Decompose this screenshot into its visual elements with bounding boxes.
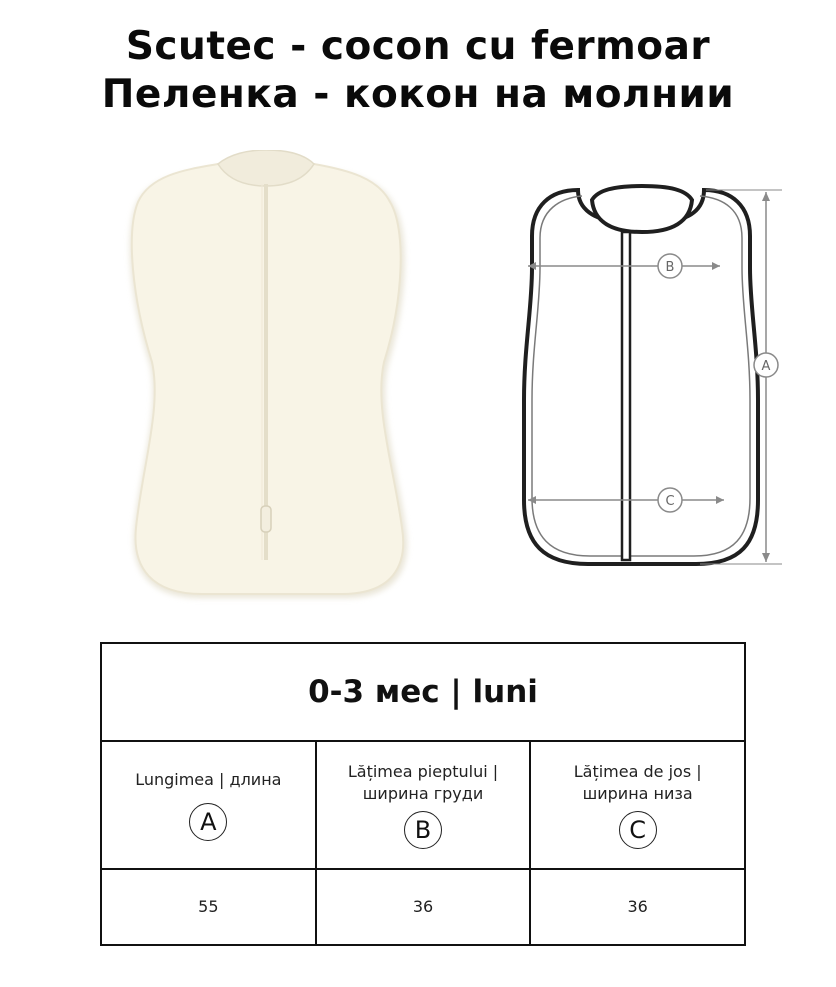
zipper-pull xyxy=(261,506,271,532)
letter-b-badge: B xyxy=(404,811,442,849)
value-bottom-width: 36 xyxy=(529,870,744,944)
diagram-zipper xyxy=(622,232,630,560)
marker-a: A xyxy=(761,359,771,374)
size-diagram xyxy=(510,170,810,590)
label-chest-width-line2: ширина груди xyxy=(362,784,484,803)
table-header: 0-3 мес | luni xyxy=(102,644,744,742)
label-length-text: Lungimea | длина xyxy=(135,770,282,789)
value-chest-width: 36 xyxy=(315,870,530,944)
table-value-row xyxy=(102,870,744,944)
label-cell-bottom-width xyxy=(529,742,744,868)
table-label-row xyxy=(102,742,744,870)
title-line-1: Scutec - cocon cu fermoar xyxy=(125,24,711,69)
label-cell-chest-width xyxy=(315,742,530,868)
label-cell-length xyxy=(102,742,315,868)
letter-c-badge: C xyxy=(619,811,657,849)
marker-b: B xyxy=(665,260,675,275)
label-bottom-width-line2: ширина низа xyxy=(582,784,693,803)
product-photo xyxy=(120,150,420,610)
title-line-2: Пеленка - кокон на молнии xyxy=(101,72,735,117)
size-table xyxy=(100,642,746,946)
marker-c: C xyxy=(665,494,675,509)
label-chest-width-line1: Lățimea pieptului | xyxy=(347,762,499,781)
label-bottom-width-line1: Lățimea de jos | xyxy=(573,762,702,781)
value-length: 55 xyxy=(198,897,219,916)
diagram-outline xyxy=(524,190,758,564)
diagram-neck xyxy=(592,186,692,232)
letter-a-badge: A xyxy=(189,803,227,841)
